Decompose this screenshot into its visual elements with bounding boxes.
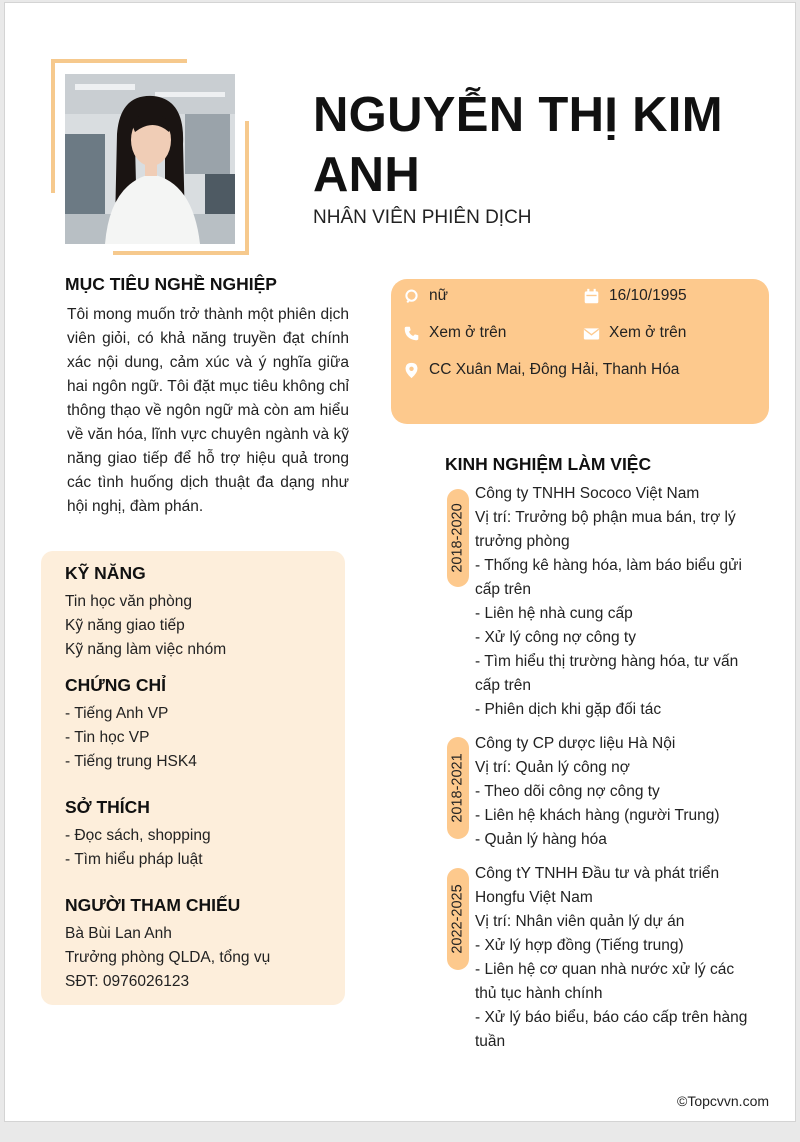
references-list: [65, 922, 270, 994]
duty: - Quản lý hàng hóa: [475, 831, 607, 848]
candidate-name: NGUYỄN THỊ KIM ANH: [313, 88, 723, 202]
birthday-item: [583, 287, 687, 305]
duty: - Thống kê hàng hóa, làm báo biểu gửi cấp trên: [475, 557, 742, 598]
reference-item: SĐT: 0976026123: [65, 973, 190, 990]
certificate-item: - Tiếng trung HSK4: [65, 753, 197, 770]
skill-item: Kỹ năng làm việc nhóm: [65, 641, 227, 658]
address-item: [403, 361, 679, 379]
gender-value: nữ: [429, 287, 448, 304]
duty: - Theo dõi công nợ công ty: [475, 783, 660, 800]
reference-item: Bà Bùi Lan Anh: [65, 925, 172, 942]
calendar-icon: [583, 288, 600, 305]
certificates-list: [65, 702, 197, 774]
experience-item: [475, 732, 755, 852]
duty: - Liên hệ khách hàng (người Trung): [475, 807, 720, 824]
phone-item: [403, 324, 506, 342]
skill-item: Tin học văn phòng: [65, 593, 192, 610]
experience-item: [475, 862, 755, 1054]
company-name: Công tY TNHH Đầu tư và phát triển Hongfu Việt Nam: [475, 865, 720, 906]
certificate-item: - Tin học VP: [65, 729, 150, 746]
certificates-title: CHỨNG CHỈ: [65, 675, 167, 695]
birthday-value: 16/10/1995: [609, 287, 687, 304]
duty: - Xử lý báo biểu, báo cáo cấp trên hàng tuần: [475, 1009, 748, 1050]
experience-item: [475, 482, 755, 722]
position: Vị trí: Nhân viên quản lý dự án: [475, 913, 685, 930]
duty: - Xử lý hợp đồng (Tiếng trung): [475, 937, 684, 954]
hobby-item: - Đọc sách, shopping: [65, 827, 211, 844]
profile-photo: [65, 74, 235, 244]
hobbies-title: SỞ THÍCH: [65, 797, 150, 817]
phone-value: Xem ở trên: [429, 324, 507, 341]
year-badge: 2018-2020: [447, 489, 469, 587]
email-value: Xem ở trên: [609, 324, 687, 341]
contact-info-box: [391, 279, 769, 424]
cv-page: [4, 2, 796, 1122]
skills-list: [65, 590, 226, 662]
objective-text: Tôi mong muốn trở thành một phiên dịch viên giỏi, có khả năng truyền đạt chính xác nội dung, cảm xúc và ý nghĩa giữa hai ngôn ngữ. Tôi đặt mục tiêu không chỉ thông thạo về ngôn ngữ mà còn am hiểu về văn hóa, lĩnh vực chuyên ngành và kỹ năng giao tiếp để hỗ trợ hiệu quả trong các tình huống dịch thuật đa dạng như hội nghị, đàm phán.: [67, 306, 349, 515]
references-title: NGƯỜI THAM CHIẾU: [65, 895, 241, 915]
email-item: [583, 324, 686, 342]
duty: - Liên hệ nhà cung cấp: [475, 605, 633, 622]
company-name: Công ty CP dược liệu Hà Nội: [475, 735, 676, 752]
left-panel: [41, 551, 345, 1005]
duty: - Xử lý công nợ công ty: [475, 629, 636, 646]
position: Vị trí: Trưởng bộ phận mua bán, trợ lý trưởng phòng: [475, 509, 736, 550]
address-value: CC Xuân Mai, Đông Hải, Thanh Hóa: [429, 361, 680, 378]
skills-title: KỸ NĂNG: [65, 563, 146, 583]
company-name: Công ty TNHH Sococo Việt Nam: [475, 485, 700, 502]
duty: - Phiên dịch khi gặp đối tác: [475, 701, 662, 718]
gender-icon: [403, 288, 420, 305]
phone-icon: [403, 325, 420, 342]
location-pin-icon: [403, 362, 420, 379]
position: Vị trí: Quản lý công nợ: [475, 759, 630, 776]
objective-title: MỤC TIÊU NGHỀ NGHIỆP: [65, 274, 277, 294]
experience-title: KINH NGHIỆM LÀM VIỆC: [445, 454, 652, 474]
year-badge: 2018-2021: [447, 737, 469, 839]
gender-item: [403, 287, 448, 305]
footer-brand: ©Topcvvn.com: [677, 1093, 770, 1109]
hobby-item: - Tìm hiểu pháp luật: [65, 851, 203, 868]
hobbies-list: [65, 824, 211, 872]
duty: - Liên hệ cơ quan nhà nước xử lý các thủ tục hành chính: [475, 961, 735, 1002]
duty: - Tìm hiểu thị trường hàng hóa, tư vấn cấp trên: [475, 653, 739, 694]
skill-item: Kỹ năng giao tiếp: [65, 617, 185, 634]
year-badge: 2022-2025: [447, 868, 469, 970]
reference-item: Trưởng phòng QLDA, tổng vụ: [65, 949, 271, 966]
certificate-item: - Tiếng Anh VP: [65, 705, 169, 722]
job-title: NHÂN VIÊN PHIÊN DỊCH: [313, 207, 532, 228]
mail-icon: [583, 325, 600, 342]
